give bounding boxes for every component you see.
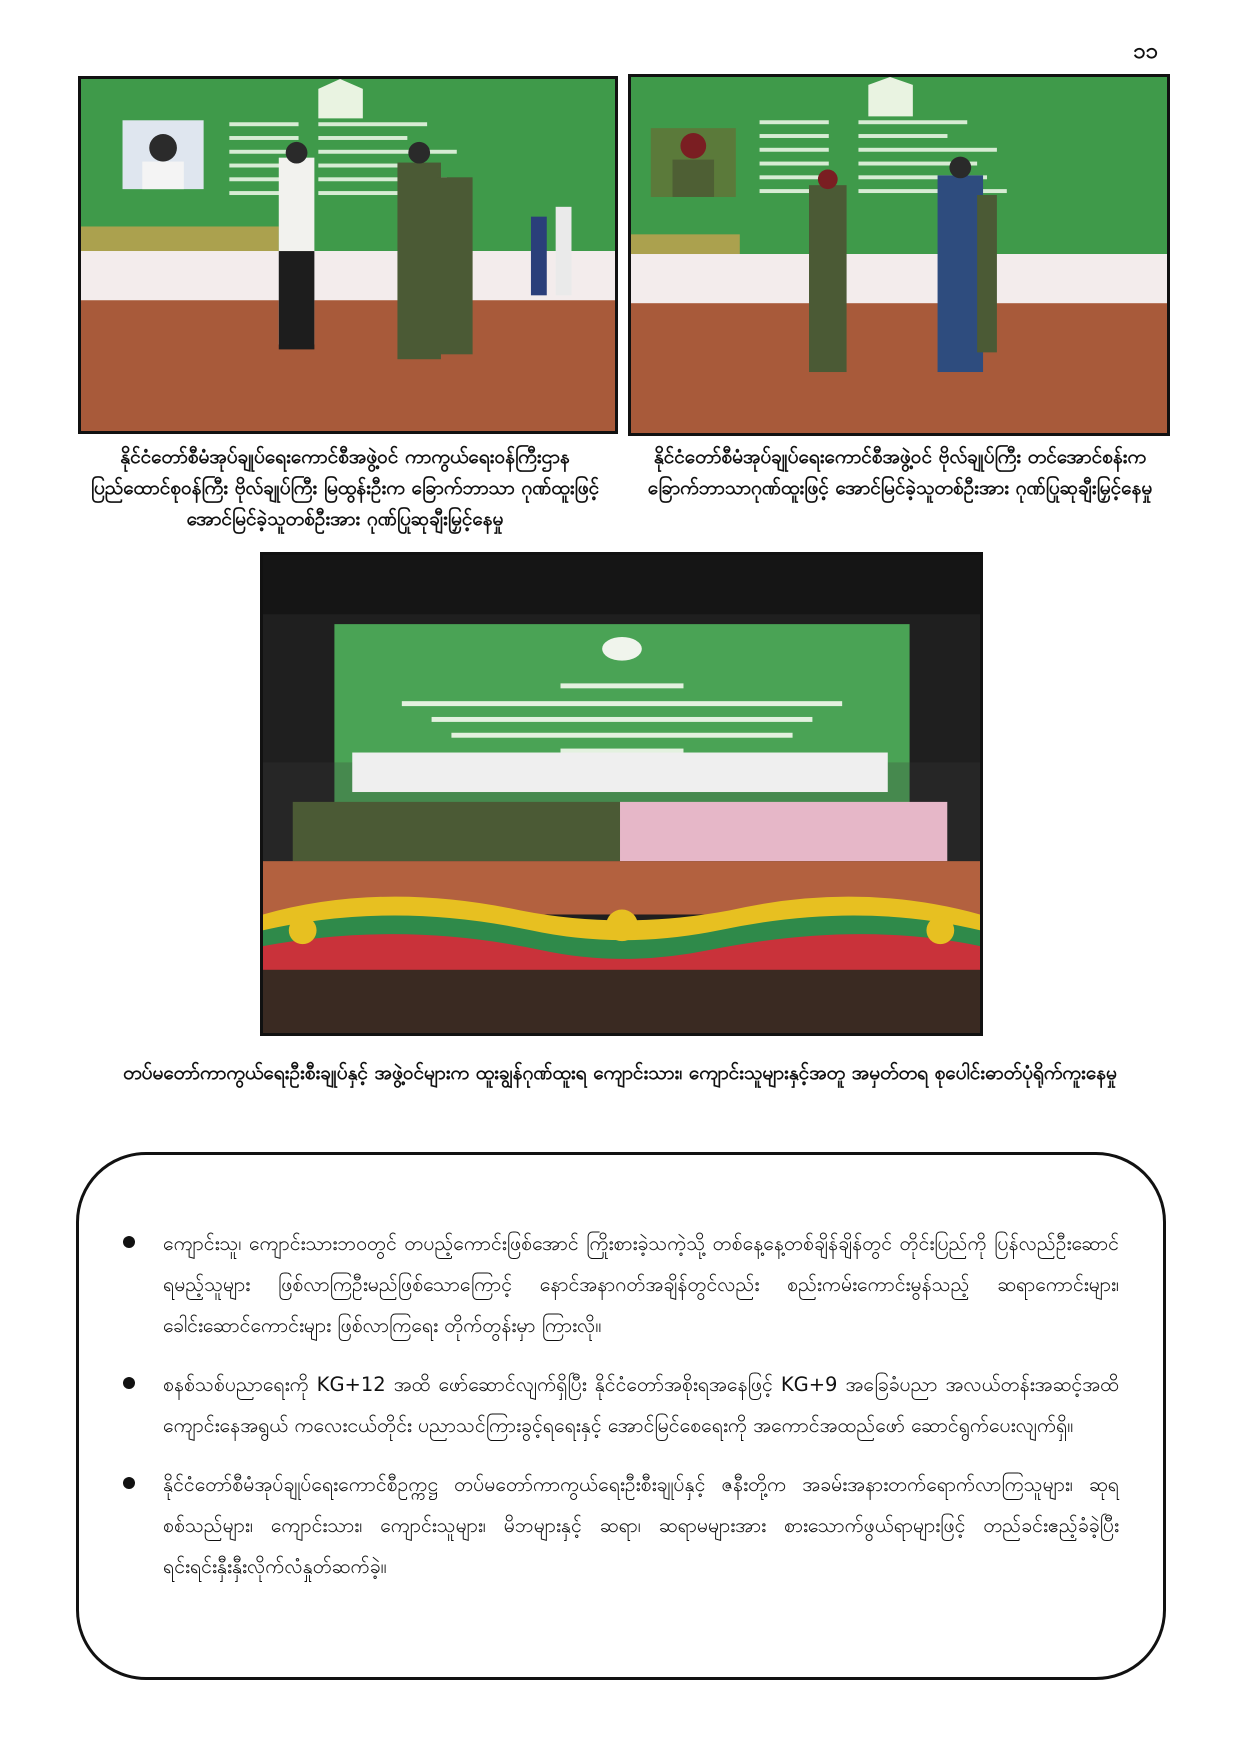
summary-box	[76, 1152, 1166, 1680]
summary-list	[119, 1223, 1119, 1587]
award-photo-1-image	[81, 79, 615, 431]
group-photo	[260, 552, 983, 1036]
summary-bullet-2	[119, 1364, 1119, 1446]
group-photo-caption: တပ်မတော်ကာကွယ်ရေးဦးစီးချုပ်နှင့် အဖွဲ့ဝင်များက ထူးချွန်ဂုဏ်ထူးရ ကျောင်းသား၊ ကျောင်းသူများနှင့်အတူ အမှတ်တရ စုပေါင်းဓာတ်ပုံရိုက်ကူးနေမှု	[123, 1062, 1117, 1084]
page-number: ၁၁	[1133, 39, 1158, 64]
bullet-dot-icon	[123, 1377, 135, 1389]
group-photo-image	[263, 555, 980, 1033]
award-photo-1	[78, 76, 618, 434]
award-photo-2-image	[631, 77, 1167, 433]
photo-1-caption: နိုင်ငံတော်စီမံအုပ်ချုပ်ရေးကောင်စီအဖွဲ့ဝင် ကာကွယ်ရေးဝန်ကြီးဌာန ပြည်ထောင်စုဝန်ကြီး ဗိုလ်ချုပ်ကြီး မြထွန်းဦးက ခြောက်ဘာသာ ဂုဏ်ထူးဖြင့် အောင်မြင်ခဲ့သူတစ်ဦးအား ဂုဏ်ပြုဆုချီးမြှင့်နေမှု	[90, 446, 600, 530]
summary-bullet-1-text: ကျောင်းသူ၊ ကျောင်းသားဘဝတွင် တပည့်ကောင်းဖြစ်အောင် ကြိုးစားခဲ့သကဲ့သို့ တစ်နေ့နေ့တစ်ချိန်ချိန်တွင် တိုင်းပြည်ကို ပြန်လည်ဦးဆောင်ရမည့်သူများ ဖြစ်လာကြဦးမည်ဖြစ်သောကြောင့် နောင်အနာဂတ်အချိန်တွင်လည်း စည်းကမ်းကောင်းမွန်သည့် ဆရာကောင်းများ၊ ခေါင်းဆောင်ကောင်းများ ဖြစ်လာကြရေး တိုက်တွန်းမှာ ကြားလို။	[163, 1232, 1119, 1337]
bullet-dot-icon	[123, 1236, 135, 1248]
summary-bullet-3	[119, 1464, 1119, 1587]
summary-bullet-2-text: စနစ်သစ်ပညာရေးကို KG+12 အထိ ဖော်ဆောင်လျက်ရှိပြီး နိုင်ငံတော်အစိုးရအနေဖြင့် KG+9 အခြေခံပညာ အလယ်တန်းအဆင့်အထိ ကျောင်းနေအရွယ် ကလေးငယ်တိုင်း ပညာသင်ကြားခွင့်ရရေးနှင့် အောင်မြင်စေရေးကို အကောင်အထည်ဖော် ဆောင်ရွက်ပေးလျက်ရှိ။	[163, 1373, 1119, 1437]
summary-bullet-3-text: နိုင်ငံတော်စီမံအုပ်ချုပ်ရေးကောင်စီဥက္ကဋ္ဌ တပ်မတော်ကာကွယ်ရေးဦးစီးချုပ်နှင့် ဇနီးတို့က အခမ်းအနားတက်ရောက်လာကြသူများ၊ ဆုရစစ်သည်များ၊ ကျောင်းသား၊ ကျောင်းသူများ၊ မိဘများနှင့် ဆရာ၊ ဆရာမများအား စားသောက်ဖွယ်ရာများဖြင့် တည်ခင်းဧည့်ခံခဲ့ပြီး ရင်းရင်းနှီးနှီးလိုက်လံနှုတ်ဆက်ခဲ့။	[163, 1473, 1119, 1578]
bullet-dot-icon	[123, 1477, 135, 1489]
award-photo-2	[628, 74, 1170, 436]
summary-bullet-1	[119, 1223, 1119, 1346]
photo-2-caption: နိုင်ငံတော်စီမံအုပ်ချုပ်ရေးကောင်စီအဖွဲ့ဝင် ဗိုလ်ချုပ်ကြီး တင်အောင်စန်းက ခြောက်ဘာသာဂုဏ်ထူးဖြင့် အောင်မြင်ခဲ့သူတစ်ဦးအား ဂုဏ်ပြုဆုချီးမြှင့်နေမှု	[647, 446, 1153, 499]
